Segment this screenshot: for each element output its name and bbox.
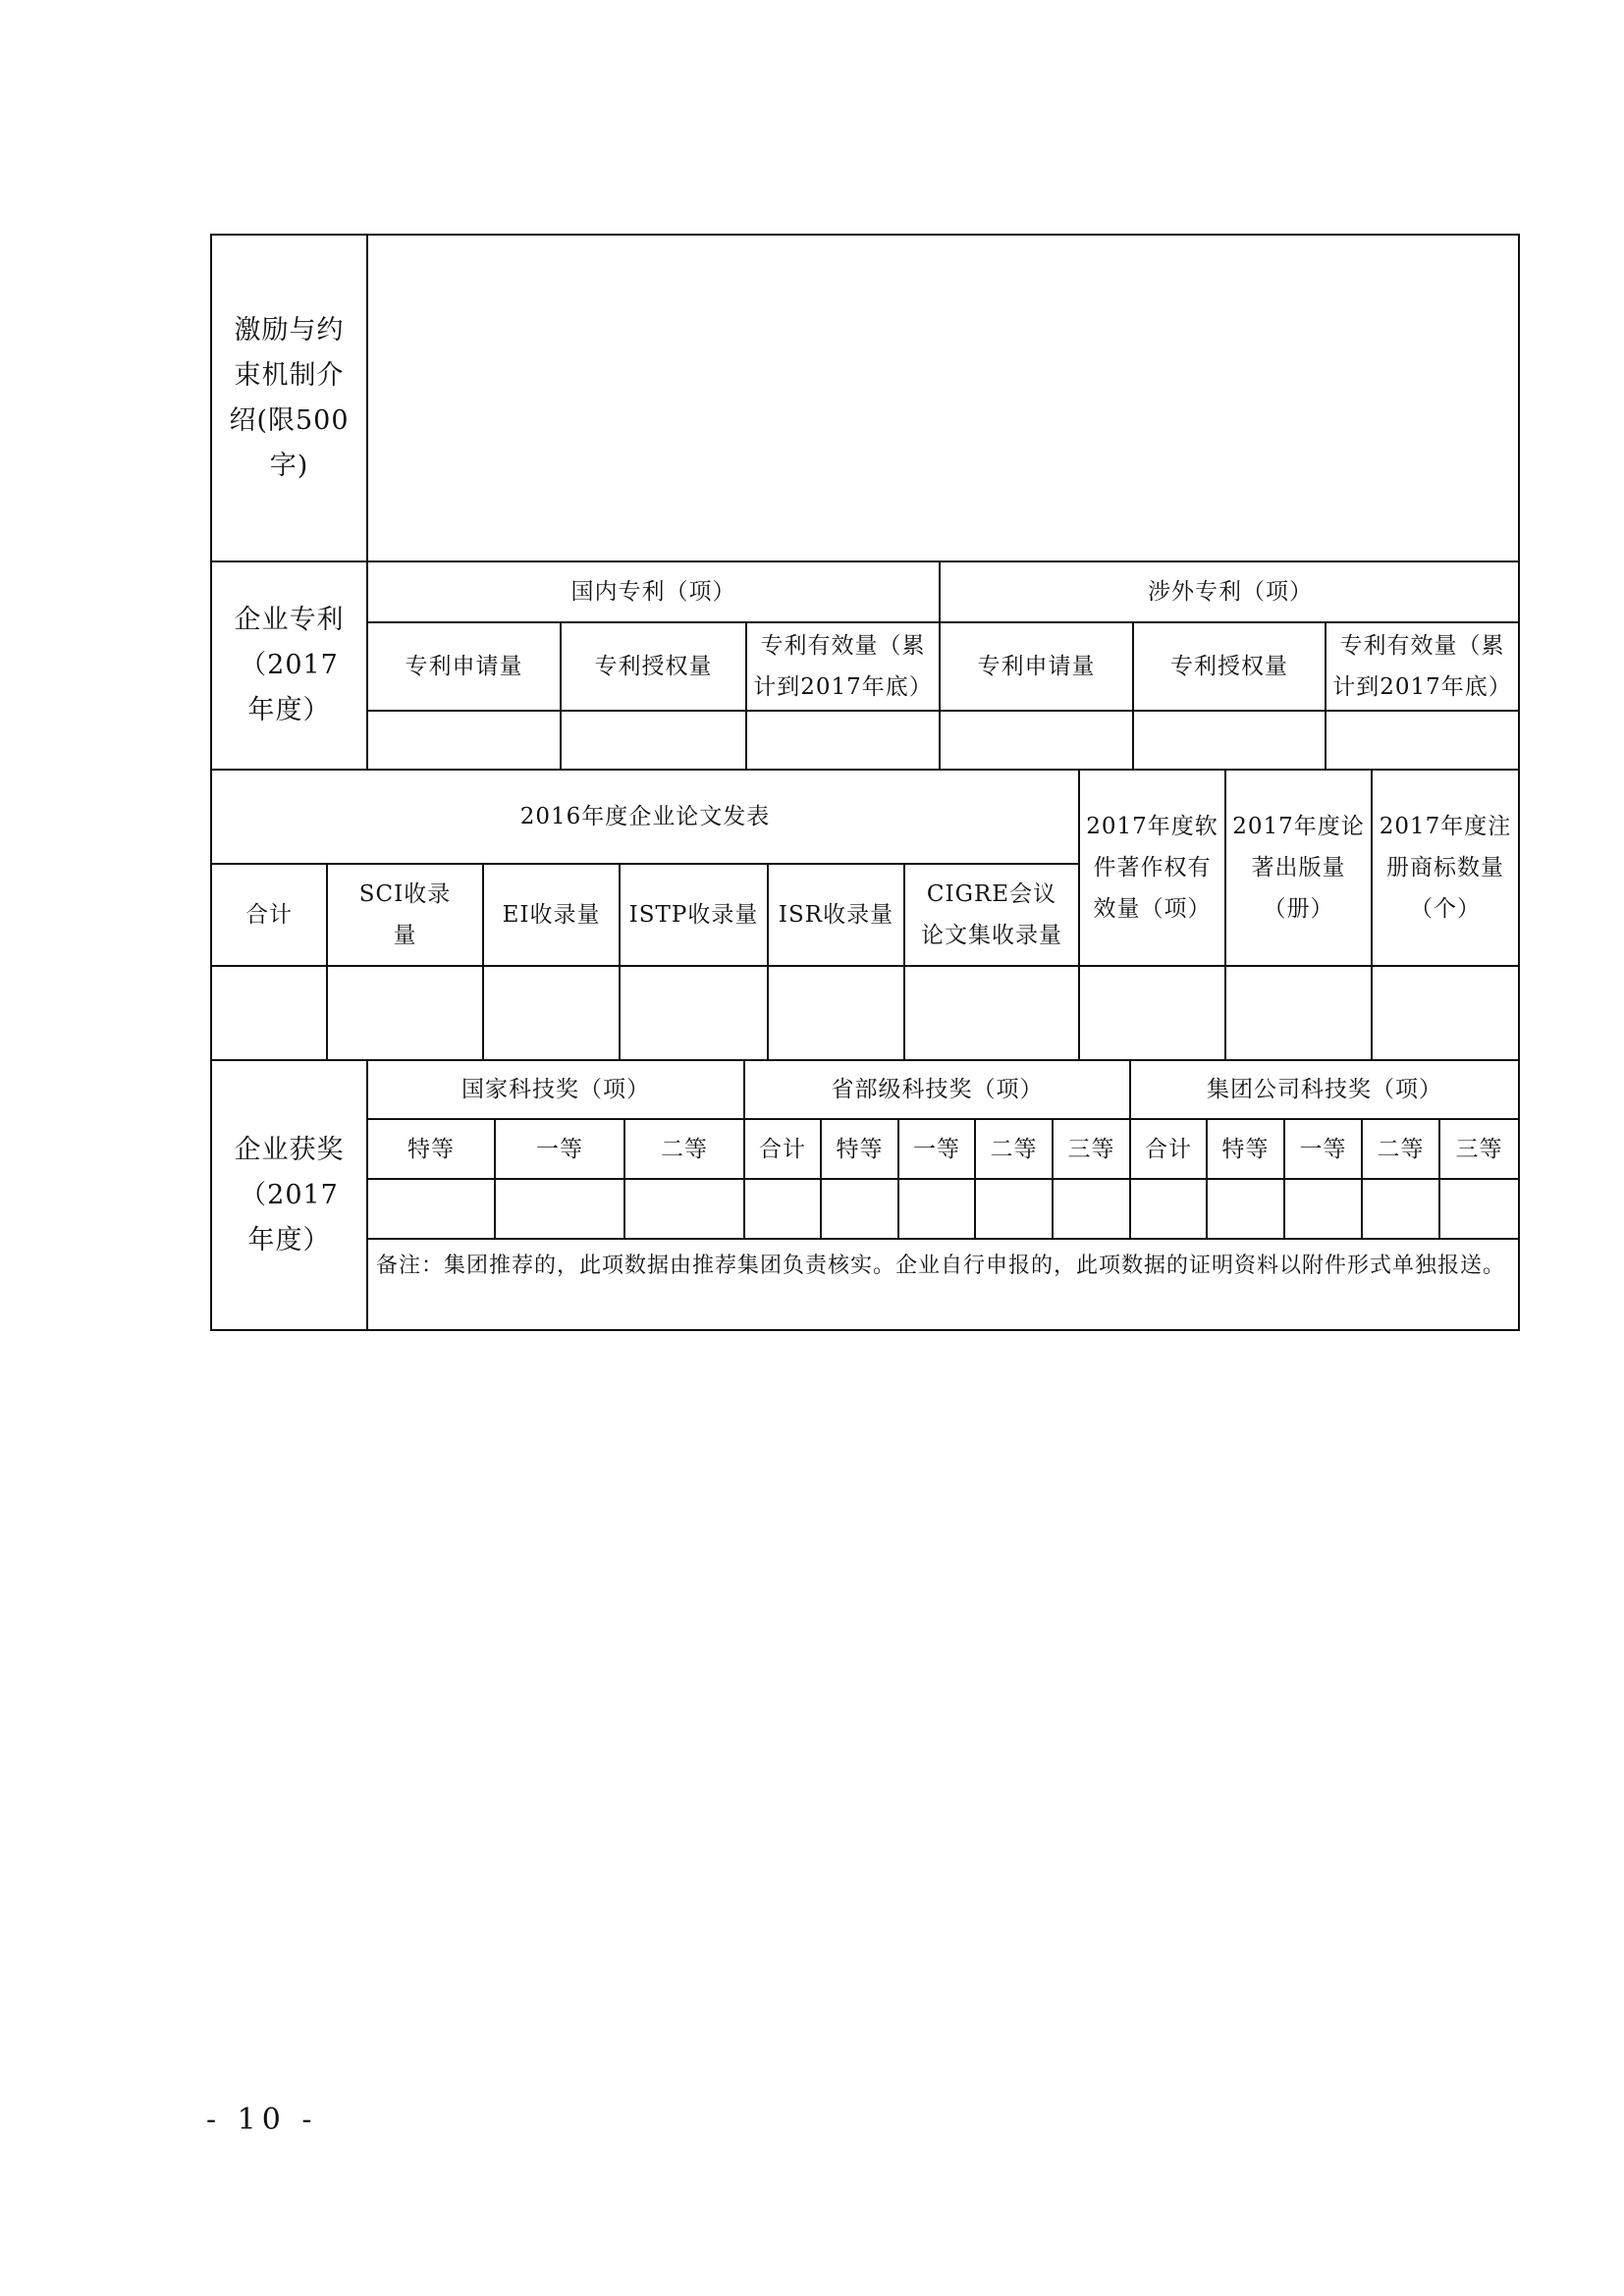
paper-column-header: SCI收录量 — [358, 881, 452, 948]
paper-value-field[interactable] — [621, 967, 767, 1059]
national-award-header: 国家科技奖（项） — [461, 1077, 650, 1102]
award-value-field[interactable] — [1054, 1180, 1129, 1238]
foreign-patents-header: 涉外专利（项） — [1148, 579, 1313, 605]
awards-note: 备注：集团推荐的，此项数据由推荐集团负责核实。企业自行申报的，此项数据的证明资料以附件形式单独报送。 — [376, 1254, 1506, 1278]
award-value-field[interactable] — [745, 1180, 820, 1238]
patent-column-header: 专利授权量 — [594, 654, 713, 679]
award-value-field[interactable] — [368, 1180, 494, 1238]
patent-value-field[interactable] — [1326, 712, 1518, 769]
award-value-field[interactable] — [1285, 1180, 1361, 1238]
patent-column-header: 专利申请量 — [405, 654, 523, 679]
books-published-header: 2017年度论著出版量（册） — [1232, 814, 1365, 922]
paper-value-field[interactable] — [1373, 967, 1518, 1059]
award-value-field[interactable] — [899, 1180, 974, 1238]
patent-value-field[interactable] — [747, 712, 939, 769]
paper-value-field[interactable] — [769, 967, 903, 1059]
incentive-label: 激励与约束机制介绍(限500字) — [229, 314, 350, 481]
patent-column-header: 专利授权量 — [1170, 654, 1288, 679]
awards-label: 企业获奖（2017年度） — [234, 1134, 345, 1255]
paper-value-field[interactable] — [1226, 967, 1371, 1059]
award-column-header: 一等 — [536, 1136, 583, 1162]
paper-value-field[interactable] — [328, 967, 482, 1059]
award-column-header: 二等 — [990, 1136, 1038, 1162]
patents-label: 企业专利（2017年度） — [234, 605, 345, 725]
award-value-field[interactable] — [1131, 1180, 1206, 1238]
domestic-patents-header: 国内专利（项） — [570, 579, 736, 605]
papers-header: 2016年度企业论文发表 — [519, 804, 771, 829]
award-column-header: 一等 — [913, 1136, 960, 1162]
paper-value-field[interactable] — [1080, 967, 1224, 1059]
paper-value-field[interactable] — [484, 967, 619, 1059]
award-column-header: 二等 — [661, 1136, 708, 1162]
incentive-content-field[interactable] — [368, 236, 1518, 561]
award-column-header: 特等 — [1221, 1136, 1270, 1162]
award-value-field[interactable] — [976, 1180, 1052, 1238]
patent-value-field[interactable] — [562, 712, 745, 769]
paper-column-header: ISTP收录量 — [628, 902, 759, 928]
award-column-header: 三等 — [1067, 1136, 1115, 1162]
software-copyright-header: 2017年度软件著作权有效量（项） — [1086, 814, 1218, 922]
patent-column-header: 专利申请量 — [977, 654, 1096, 679]
paper-column-header: 合计 — [245, 902, 293, 928]
patent-column-header: 专利有效量（累计到2017年底） — [1332, 633, 1512, 700]
patent-value-field[interactable] — [941, 712, 1132, 769]
paper-column-header: CIGRE会议论文集收录量 — [921, 881, 1062, 948]
paper-value-field[interactable] — [212, 967, 326, 1059]
award-column-header: 特等 — [836, 1136, 884, 1162]
patent-value-field[interactable] — [368, 712, 560, 769]
patent-column-header: 专利有效量（累计到2017年底） — [753, 633, 933, 700]
paper-column-header: EI收录量 — [502, 902, 601, 928]
award-column-header: 合计 — [759, 1136, 806, 1162]
page-number: - 10 - — [206, 2103, 318, 2137]
patent-value-field[interactable] — [1134, 712, 1325, 769]
award-column-header: 特等 — [407, 1136, 455, 1162]
paper-column-header: ISR收录量 — [778, 902, 894, 928]
award-value-field[interactable] — [1208, 1180, 1283, 1238]
provincial-award-header: 省部级科技奖（项） — [831, 1077, 1044, 1102]
award-value-field[interactable] — [822, 1180, 897, 1238]
award-column-header: 一等 — [1299, 1136, 1347, 1162]
paper-value-field[interactable] — [905, 967, 1078, 1059]
trademarks-header: 2017年度注册商标数量（个） — [1379, 814, 1512, 922]
award-value-field[interactable] — [496, 1180, 623, 1238]
group-award-header: 集团公司科技奖（项） — [1207, 1077, 1442, 1102]
award-column-header: 合计 — [1145, 1136, 1192, 1162]
award-value-field[interactable] — [625, 1180, 743, 1238]
award-column-header: 二等 — [1377, 1136, 1425, 1162]
award-value-field[interactable] — [1440, 1180, 1518, 1238]
award-value-field[interactable] — [1363, 1180, 1438, 1238]
award-column-header: 三等 — [1455, 1136, 1503, 1162]
